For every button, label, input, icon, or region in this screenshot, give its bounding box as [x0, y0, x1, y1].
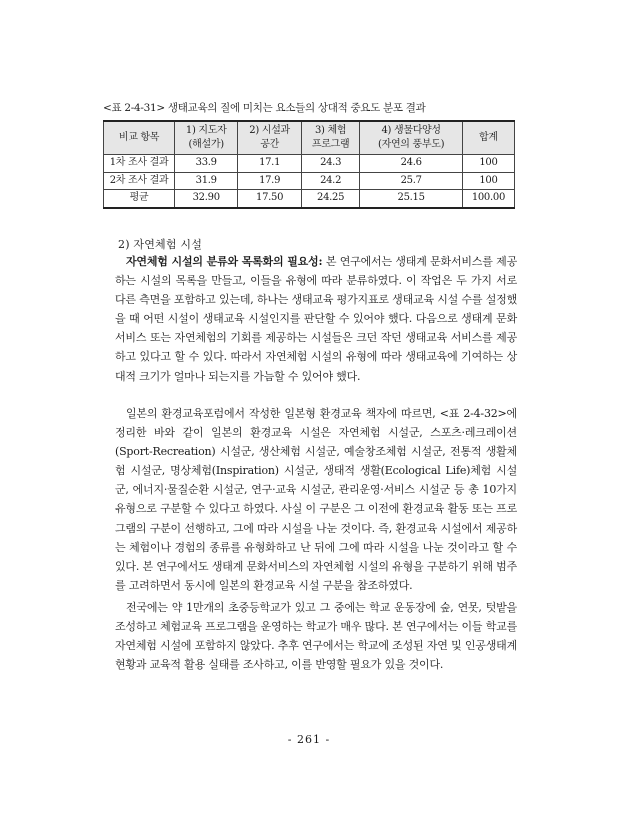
- cell-value: 24.25: [301, 190, 360, 208]
- paragraph-body: 전국에는 약 1만개의 초중등학교가 있고 그 중에는 학교 운동장에 숲, 연못, 텃밭을 조성하고 체험교육 프로그램을 운영하는 학교가 매우 많다. 본 연구에서는 이들 학교를 자연체험 시설에 포함하지 않았다. 추후 연구에서는 학교에 조성된 자연 및 인공생태계 현황과 교육적 활용 실태를 조사하고, 이를 반영할 필요가 있을 것이다.: [115, 601, 517, 672]
- cell-total: 100: [462, 172, 514, 190]
- cell-value: 33.9: [175, 155, 238, 173]
- table-row: [104, 155, 515, 173]
- page-number: - 261 -: [287, 733, 331, 746]
- table-header-row: [104, 121, 515, 155]
- cell-total: 100: [462, 155, 514, 173]
- paragraph-lead: 자연체험 시설의 분류와 목록화의 필요성:: [126, 255, 323, 268]
- cell-value: 17.1: [238, 155, 301, 173]
- cell-value: 25.7: [360, 172, 462, 190]
- cell-value: 17.9: [238, 172, 301, 190]
- paragraph-japan-forum: [115, 404, 517, 595]
- paragraph-body: 본 연구에서는 생태계 문화서비스를 제공하는 시설의 목록을 만들고, 이들을 유형에 따라 분류하였다. 이 작업은 두 가지 서로 다른 측면을 포함하고 있는데, 하나는 생태교육 평가지표로 생태교육 시설 수를 설정했을 때 어떤 시설이 생태교육 시설인지를 판단할 수 있어야 했다. 다음으로 생태계 문화서비스 또는 자연체험의 기회를 제공하는 시설들은 크던 작던 생태교육 서비스를 제공하고 있다고 할 수 있다. 따라서 자연체험 시설의 유형에 따라 생태교육에 기여하는 상대적 크기가 얼마나 되는지를 가늠할 수 있어야 했다.: [115, 255, 517, 383]
- table-row: [104, 190, 515, 208]
- header-leader: 1) 지도자 (해설가): [175, 121, 238, 155]
- header-item: 비교 항목: [104, 121, 175, 155]
- header-program: 3) 체험 프로그램: [301, 121, 360, 155]
- row-label: 1차 조사 결과: [104, 155, 175, 173]
- paragraph-schools: [115, 598, 517, 674]
- header-facility: 2) 시설과 공간: [238, 121, 301, 155]
- row-label: 평균: [104, 190, 175, 208]
- header-biodiversity: 4) 생물다양성 (자연의 풍부도): [360, 121, 462, 155]
- cell-value: 25.15: [360, 190, 462, 208]
- importance-table: [103, 120, 515, 209]
- table-row: [104, 172, 515, 190]
- paragraph-body: 일본의 환경교육포럼에서 작성한 일본형 환경교육 책자에 따르면, <표 2-4-32>에 정리한 바와 같이 일본의 환경교육 시설은 자연체험 시설군, 스포츠·레크레이션(Sport-Recreation) 시설군, 생산체험 시설군, 예술창조체험 시설군, 전통적 생활체험 시설군, 명상체험(Inspiration) 시설군, 생태적 생활(Ecological Life)체험 시설군, 에너지·물질순환 시설군, 연구·교육 시설군, 관리운영·서비스 시설군 등 총 10가지 유형으로 구분할 수 있다고 하였다. 사실 이 구분은 그 이전에 환경교육 활동 또는 프로그램의 구분이 선행하고, 그에 따라 시설을 나눈 것이다. 즉, 환경교육 시설에서 제공하는 체험이나 경험의 종류를 유형화하고 난 뒤에 그에 따라 시설을 나눈 것이라고 할 수 있다. 본 연구에서도 생태계 문화서비스의 자연체험 시설의 유형을 구분하기 위해 범주를 고려하면서 동시에 일본의 환경교육 시설 구분을 참조하였다.: [115, 407, 517, 592]
- cell-value: 24.2: [301, 172, 360, 190]
- header-total: 합계: [462, 121, 514, 155]
- section-heading: 2) 자연체험 시설: [118, 238, 203, 251]
- table-caption: <표 2-4-31> 생태교육의 질에 미치는 요소들의 상대적 중요도 분포 결과: [103, 102, 426, 114]
- cell-value: 24.3: [301, 155, 360, 173]
- cell-value: 31.9: [175, 172, 238, 190]
- row-label: 2차 조사 결과: [104, 172, 175, 190]
- cell-value: 17.50: [238, 190, 301, 208]
- cell-value: 32.90: [175, 190, 238, 208]
- cell-total: 100.00: [462, 190, 514, 208]
- paragraph-classification: [115, 252, 517, 386]
- cell-value: 24.6: [360, 155, 462, 173]
